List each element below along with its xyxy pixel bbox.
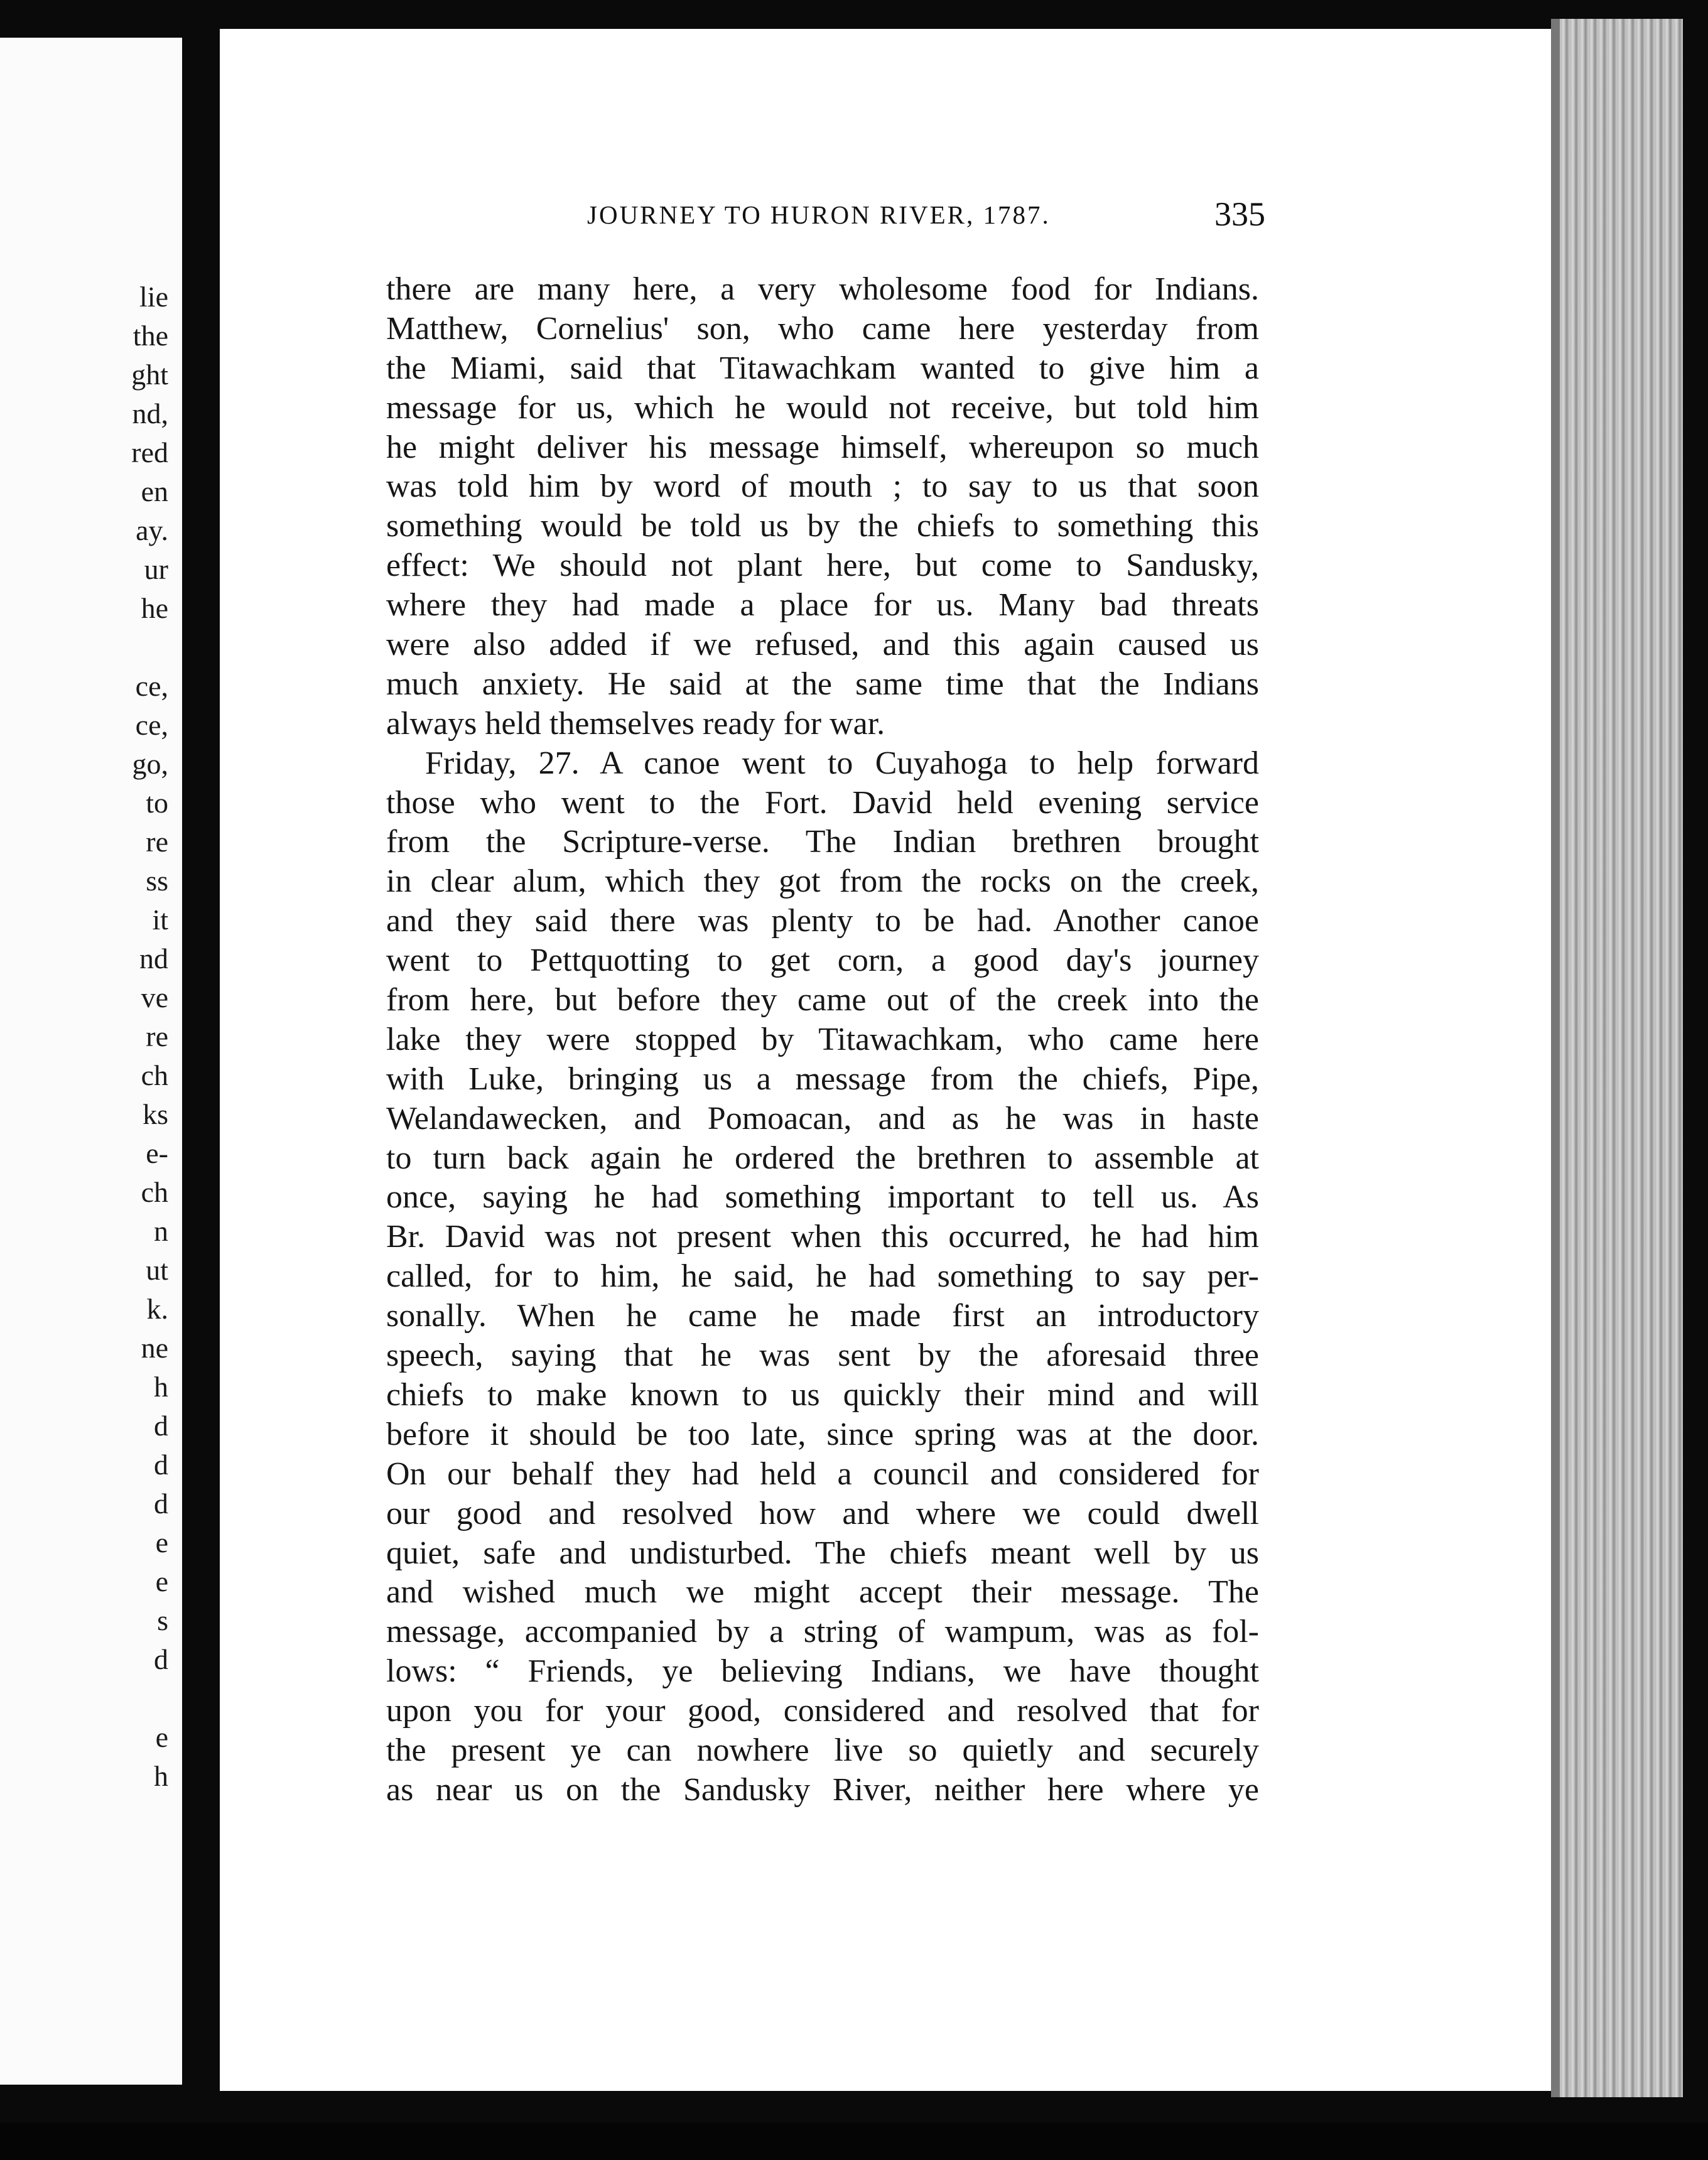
left-fragment: it: [152, 904, 168, 936]
text-line: lows: “ Friends, ye believing Indians, we have thought: [386, 1653, 1259, 1690]
left-fragment: d: [154, 1449, 168, 1481]
text-line: quiet, safe and undisturbed. The chiefs meant well by us: [386, 1535, 1259, 1571]
left-fragment: ut: [146, 1254, 168, 1286]
left-fragment: n: [154, 1215, 168, 1247]
left-fragment: the: [132, 320, 168, 352]
text-line: message, accompanied by a string of wampum, was as fol-: [386, 1614, 1259, 1650]
left-fragment: nd,: [132, 397, 168, 429]
text-line: chiefs to make known to us quickly their mind and will: [386, 1376, 1259, 1413]
book-gutter: [182, 25, 220, 2110]
left-fragment: ch: [141, 1059, 168, 1091]
left-fragment: e-: [146, 1137, 168, 1169]
text-line: went to Pettquotting to get corn, a good day's journey: [386, 942, 1259, 979]
left-fragment: to: [146, 787, 168, 819]
text-line: in clear alum, which they got from the rocks on the creek,: [386, 863, 1259, 900]
text-line: from the Scripture-verse. The Indian brethren brought: [386, 824, 1259, 860]
left-fragment: ay.: [136, 514, 168, 546]
text-line: those who went to the Fort. David held evening service: [386, 784, 1259, 821]
text-line: where they had made a place for us. Many bad threats: [386, 587, 1259, 624]
left-fragment: ks: [143, 1098, 168, 1130]
text-line: message for us, which he would not receive, but told him: [386, 389, 1259, 426]
left-fragment: d: [154, 1488, 168, 1520]
text-line: effect: We should not plant here, but come to Sandusky,: [386, 548, 1259, 584]
left-page: [0, 38, 182, 2085]
text-line: much anxiety. He said at the same time that the Indians: [386, 666, 1259, 702]
text-line: with Luke, bringing us a message from the chiefs, Pipe,: [386, 1061, 1259, 1097]
left-fragment: e: [155, 1526, 168, 1558]
text-line: Matthew, Cornelius' son, who came here yesterday from: [386, 310, 1259, 347]
left-fragment: e: [155, 1565, 168, 1597]
text-line: Welandawecken, and Pomoacan, and as he was in haste: [386, 1100, 1259, 1137]
text-line: the present ye can nowhere live so quietly and securely: [386, 1732, 1259, 1768]
left-fragment: ce,: [135, 670, 168, 702]
left-fragment: d: [154, 1410, 168, 1442]
left-fragment: ss: [146, 865, 168, 897]
left-fragment: ce,: [135, 709, 168, 741]
text-line: our good and resolved how and where we could dwell: [386, 1495, 1259, 1531]
left-fragment: he: [141, 592, 168, 624]
left-fragment: h: [154, 1371, 168, 1403]
paragraph-start-line: Friday, 27. A canoe went to Cuyahoga to help forward: [425, 745, 1259, 781]
text-line: he might deliver his message himself, whereupon so much: [386, 429, 1259, 465]
text-line: there are many here, a very wholesome food for Indians.: [386, 271, 1259, 307]
left-fragment: go,: [132, 748, 168, 780]
left-fragment: red: [131, 436, 168, 468]
left-fragment: ne: [141, 1332, 168, 1364]
text-line: and they said there was plenty to be had. Another canoe: [386, 903, 1259, 939]
left-fragment: re: [146, 826, 168, 858]
page-edges: [1551, 19, 1683, 2097]
text-line: sonally. When he came he made first an introductory: [386, 1298, 1259, 1334]
text-line: and wished much we might accept their message. The: [386, 1574, 1259, 1611]
page-edges-shadow: [1551, 19, 1560, 2097]
text-line: were also added if we refused, and this again caused us: [386, 627, 1259, 663]
text-line: was told him by word of mouth ; to say to us that soon: [386, 468, 1259, 505]
left-fragment: nd: [139, 942, 168, 975]
text-line: once, saying he had something important to tell us. As: [386, 1179, 1259, 1216]
text-line: Br. David was not present when this occurred, he had him: [386, 1219, 1259, 1255]
text-line: the Miami, said that Titawachkam wanted to give him a: [386, 350, 1259, 386]
text-line: as near us on the Sandusky River, neither here where ye: [386, 1771, 1259, 1808]
left-fragment: ve: [141, 981, 168, 1013]
text-line: from here, but before they came out of the creek into the: [386, 982, 1259, 1018]
left-fragment: lie: [139, 281, 168, 313]
left-fragment: ur: [144, 553, 168, 585]
text-line: upon you for your good, considered and resolved that for: [386, 1693, 1259, 1729]
text-line: to turn back again he ordered the brethren to assemble at: [386, 1140, 1259, 1176]
body-text: [386, 270, 1259, 1810]
text-line: always held themselves ready for war.: [386, 705, 885, 742]
left-fragment: s: [157, 1604, 168, 1636]
text-line: something would be told us by the chiefs to something this: [386, 508, 1259, 544]
left-fragment: e: [155, 1721, 168, 1753]
left-fragment: re: [146, 1020, 168, 1052]
text-line: called, for to him, he said, he had something to say per-: [386, 1258, 1259, 1295]
text-line: speech, saying that he was sent by the aforesaid three: [386, 1337, 1259, 1374]
left-fragment: en: [141, 475, 168, 507]
bottom-border: [0, 2122, 1708, 2160]
left-fragment: d: [154, 1643, 168, 1675]
running-title: JOURNEY TO HURON RIVER, 1787.: [587, 200, 1051, 229]
left-fragment: ght: [131, 359, 168, 391]
page-header: [367, 195, 1265, 239]
page-number: 335: [1214, 195, 1265, 233]
text-line: lake they were stopped by Titawachkam, who came here: [386, 1021, 1259, 1057]
text-line: before it should be too late, since spring was at the door.: [386, 1416, 1259, 1452]
left-fragment: k.: [146, 1293, 168, 1325]
left-fragment: ch: [141, 1176, 168, 1208]
text-line: On our behalf they had held a council and considered for: [386, 1455, 1259, 1492]
left-fragment: h: [154, 1760, 168, 1792]
